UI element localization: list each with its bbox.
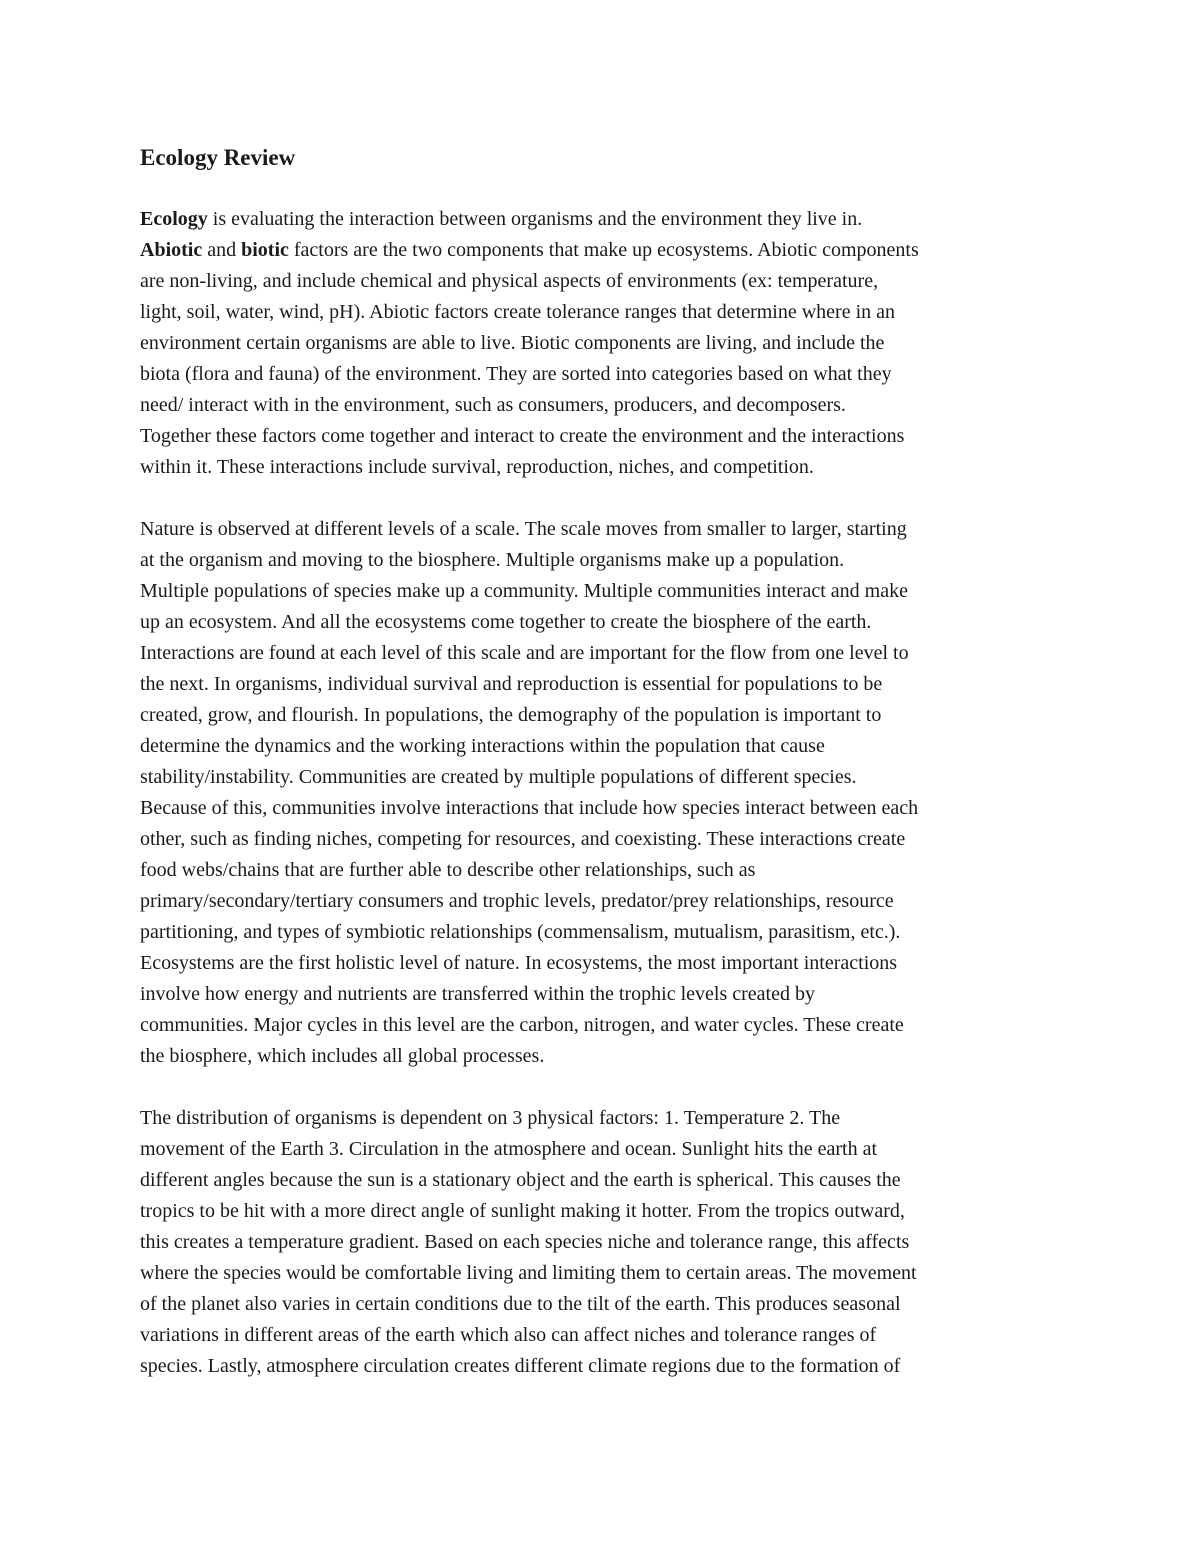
text-run: at the organism and moving to the biosphere. Multiple organisms make up a population. — [140, 549, 845, 571]
paragraph — [140, 514, 1066, 1072]
text-run: Interactions are found at each level of this scale and are important for the flow from one level to — [140, 642, 909, 664]
text-line — [140, 731, 1066, 762]
text-line — [140, 297, 1066, 328]
text-run: Because of this, communities involve interactions that include how species interact between each — [140, 797, 919, 819]
bold-term: biotic — [241, 239, 289, 261]
text-line — [140, 917, 1066, 948]
text-run: within it. These interactions include survival, reproduction, niches, and competition. — [140, 456, 814, 478]
text-line — [140, 421, 1066, 452]
text-line — [140, 638, 1066, 669]
text-line — [140, 669, 1066, 700]
text-run: species. Lastly, atmosphere circulation creates different climate regions due to the formation of — [140, 1355, 901, 1377]
text-line — [140, 1258, 1066, 1289]
text-run: Nature is observed at different levels of a scale. The scale moves from smaller to larger, starting — [140, 518, 907, 540]
text-run: determine the dynamics and the working interactions within the population that cause — [140, 735, 825, 757]
text-line — [140, 1289, 1066, 1320]
text-run: where the species would be comfortable living and limiting them to certain areas. The movement — [140, 1262, 917, 1284]
text-run: other, such as finding niches, competing for resources, and coexisting. These interactions create — [140, 828, 906, 850]
text-run: this creates a temperature gradient. Based on each species niche and tolerance range, this affects — [140, 1231, 910, 1253]
text-run: the biosphere, which includes all global processes. — [140, 1045, 545, 1067]
text-line — [140, 1165, 1066, 1196]
text-line — [140, 1103, 1066, 1134]
text-line — [140, 235, 1066, 266]
text-run: communities. Major cycles in this level are the carbon, nitrogen, and water cycles. These create — [140, 1014, 904, 1036]
text-run: the next. In organisms, individual survival and reproduction is essential for populations to be — [140, 673, 883, 695]
text-run: partitioning, and types of symbiotic relationships (commensalism, mutualism, parasitism, etc.). — [140, 921, 901, 943]
text-run: Ecosystems are the first holistic level of nature. In ecosystems, the most important interactions — [140, 952, 898, 974]
paragraph-container — [140, 204, 1066, 1382]
bold-term: Ecology — [140, 208, 208, 230]
text-line — [140, 1196, 1066, 1227]
text-line — [140, 545, 1066, 576]
text-line — [140, 607, 1066, 638]
text-run: environment certain organisms are able to live. Biotic components are living, and include the — [140, 332, 885, 354]
paragraph — [140, 1103, 1066, 1382]
text-line — [140, 886, 1066, 917]
text-run: and — [202, 239, 242, 261]
text-run: food webs/chains that are further able to describe other relationships, such as — [140, 859, 756, 881]
text-run: light, soil, water, wind, pH). Abiotic factors create tolerance ranges that determine where in an — [140, 301, 896, 323]
text-run: movement of the Earth 3. Circulation in the atmosphere and ocean. Sunlight hits the earth at — [140, 1138, 878, 1160]
text-line — [140, 514, 1066, 545]
text-run: need/ interact with in the environment, such as consumers, producers, and decomposers. — [140, 394, 846, 416]
text-line — [140, 1227, 1066, 1258]
text-line — [140, 1041, 1066, 1072]
text-run: tropics to be hit with a more direct angle of sunlight making it hotter. From the tropics outward, — [140, 1200, 905, 1222]
text-line — [140, 1351, 1066, 1382]
text-line — [140, 1134, 1066, 1165]
text-run: Multiple populations of species make up a community. Multiple communities interact and make — [140, 580, 908, 602]
text-line — [140, 1010, 1066, 1041]
text-line — [140, 979, 1066, 1010]
text-line — [140, 204, 1066, 235]
text-line — [140, 576, 1066, 607]
text-run: primary/secondary/tertiary consumers and trophic levels, predator/prey relationships, resource — [140, 890, 894, 912]
text-line — [140, 328, 1066, 359]
text-run: stability/instability. Communities are created by multiple populations of different species. — [140, 766, 857, 788]
text-run: biota (flora and fauna) of the environment. They are sorted into categories based on what they — [140, 363, 892, 385]
text-line — [140, 452, 1066, 483]
text-run: different angles because the sun is a stationary object and the earth is spherical. This causes the — [140, 1169, 901, 1191]
bold-term: Abiotic — [140, 239, 203, 261]
text-line — [140, 359, 1066, 390]
text-run: is evaluating the interaction between organisms and the environment they live in. — [207, 208, 863, 230]
text-line — [140, 793, 1066, 824]
text-run: Together these factors come together and interact to create the environment and the interactions — [140, 425, 905, 447]
text-run: variations in different areas of the earth which also can affect niches and tolerance ranges of — [140, 1324, 877, 1346]
text-run: involve how energy and nutrients are transferred within the trophic levels created by — [140, 983, 815, 1005]
document-body — [140, 142, 1066, 1382]
text-run: The distribution of organisms is dependent on 3 physical factors: 1. Temperature 2. The — [140, 1107, 841, 1129]
text-run: are non-living, and include chemical and physical aspects of environments (ex: temperature, — [140, 270, 879, 292]
text-run: of the planet also varies in certain conditions due to the tilt of the earth. This produces seasonal — [140, 1293, 901, 1315]
text-line — [140, 948, 1066, 979]
text-run: created, grow, and flourish. In populations, the demography of the population is important to — [140, 704, 882, 726]
text-line — [140, 390, 1066, 421]
text-run: factors are the two components that make up ecosystems. Abiotic components — [288, 239, 919, 261]
text-line — [140, 855, 1066, 886]
text-line — [140, 266, 1066, 297]
paragraph — [140, 204, 1066, 483]
text-line — [140, 1320, 1066, 1351]
text-line — [140, 762, 1066, 793]
text-line — [140, 700, 1066, 731]
text-run: up an ecosystem. And all the ecosystems come together to create the biosphere of the earth. — [140, 611, 872, 633]
text-line — [140, 824, 1066, 855]
page-title: Ecology Review — [140, 145, 296, 170]
